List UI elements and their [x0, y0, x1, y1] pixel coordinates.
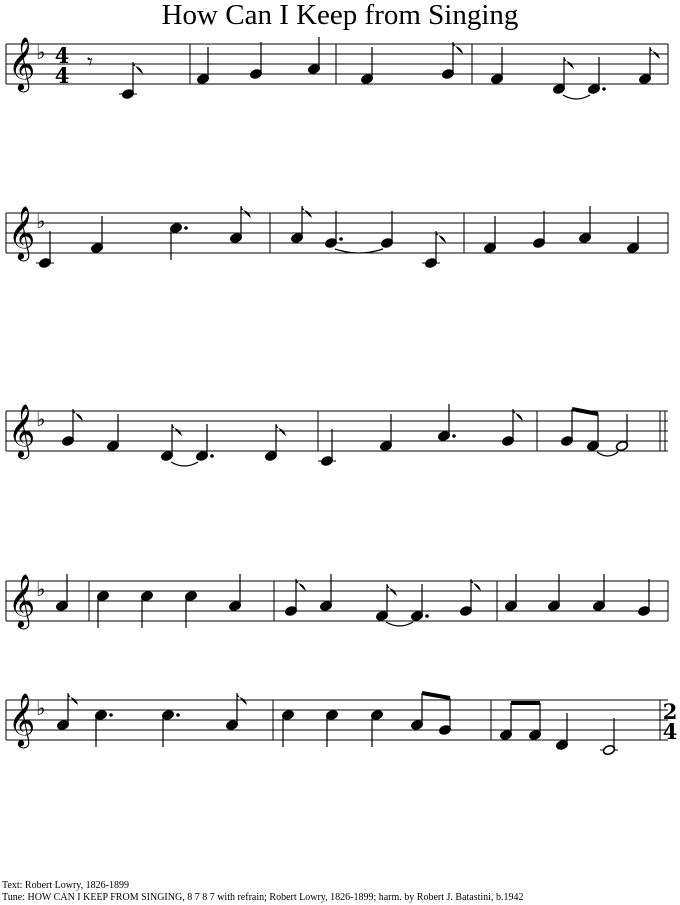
note-flag: [302, 206, 312, 218]
time-signature-bottom: 4: [54, 63, 70, 88]
key-signature-flat: ♭: [36, 577, 46, 601]
note-flag: [237, 693, 247, 705]
credit-tune: Tune: HOW CAN I KEEP FROM SINGING, 8 7 8 7 with refrain; Robert Lowry, 1826-1899; harm. by Robert J. Batastini, b.1942: [2, 892, 524, 903]
hymn-title: How Can I Keep from Singing: [161, 0, 519, 31]
note-flag: [276, 424, 286, 436]
tie: [597, 452, 618, 456]
augmentation-dot: [452, 434, 456, 438]
note-beam: [422, 693, 450, 698]
augmentation-dot: [425, 614, 429, 618]
key-signature-flat: ♭: [36, 696, 46, 720]
key-signature-flat: ♭: [36, 209, 46, 233]
note-flag: [387, 584, 397, 596]
tie: [171, 462, 198, 466]
augmentation-dot: [184, 226, 188, 230]
note-flag: [172, 424, 182, 436]
note-flag: [68, 693, 78, 705]
augmentation-dot: [339, 237, 343, 241]
key-signature-flat: ♭: [36, 407, 46, 431]
time-signature-top: 2: [662, 699, 678, 724]
time-signature-top: 4: [54, 43, 70, 68]
key-signature-flat: ♭: [36, 40, 46, 64]
eighth-rest: 𝄾: [87, 50, 93, 75]
treble-clef: 𝄞: [8, 403, 36, 457]
note-flag: [650, 47, 660, 59]
augmentation-dot: [210, 454, 214, 458]
note-flag: [241, 206, 251, 218]
treble-clef: 𝄞: [8, 692, 36, 746]
treble-clef: 𝄞: [8, 36, 36, 90]
treble-clef: 𝄞: [8, 573, 36, 627]
note-beam: [572, 409, 598, 414]
tie: [335, 249, 383, 253]
tie: [563, 95, 590, 99]
time-signature-bottom: 4: [662, 719, 678, 744]
augmentation-dot: [602, 87, 606, 91]
credit-text: Text: Robert Lowry, 1826-1899: [2, 880, 129, 891]
note-flag: [564, 57, 574, 69]
treble-clef: 𝄞: [8, 205, 36, 259]
augmentation-dot: [109, 713, 113, 717]
tie: [386, 622, 413, 626]
augmentation-dot: [176, 713, 180, 717]
